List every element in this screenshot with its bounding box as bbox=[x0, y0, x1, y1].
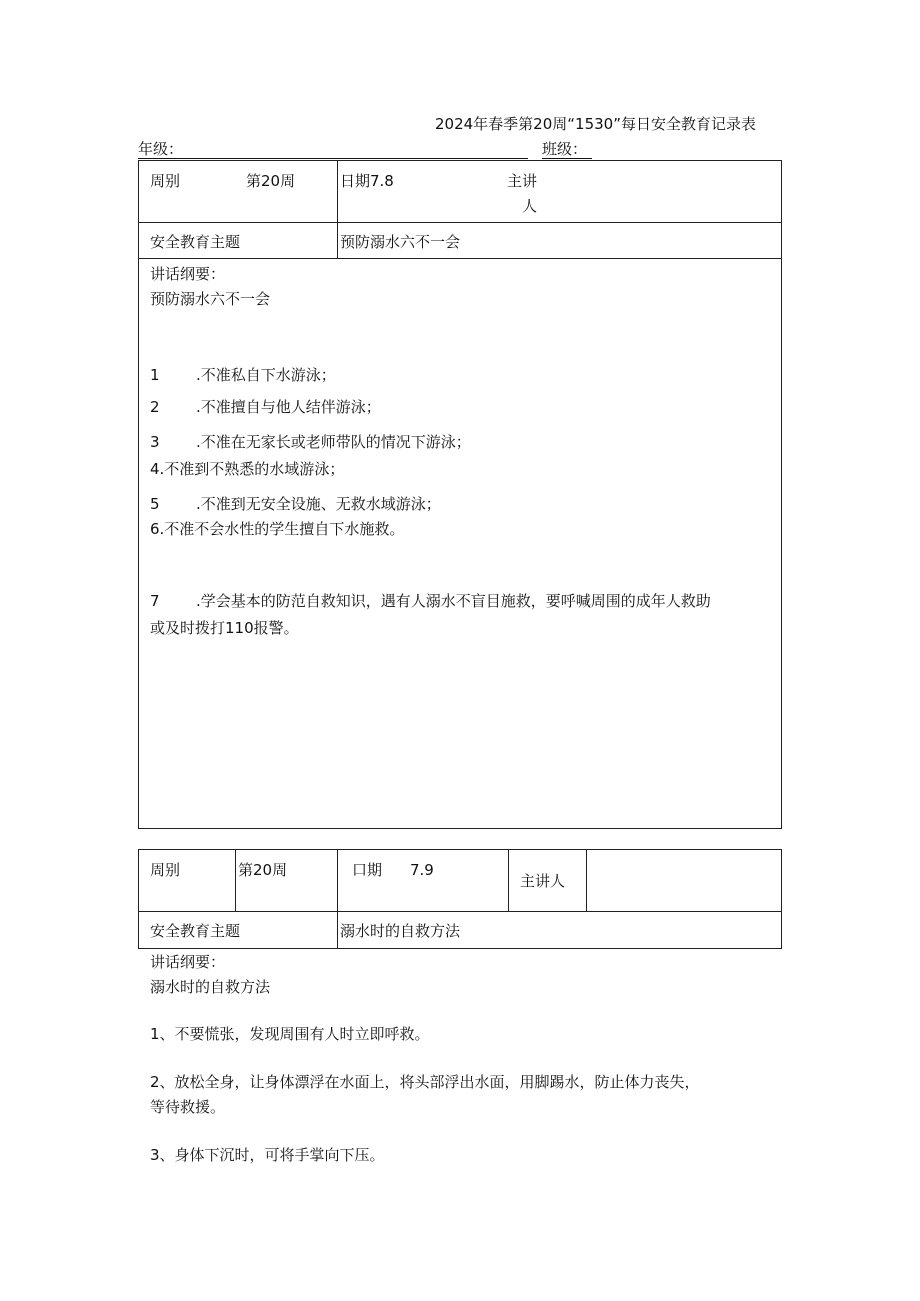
record2-outline-title: 溺水时的自救方法 bbox=[150, 978, 271, 996]
list-item bbox=[150, 398, 381, 416]
list-item bbox=[150, 619, 299, 637]
list-item bbox=[150, 433, 471, 451]
list-item-text: .不准私自下水游泳； bbox=[196, 366, 336, 384]
list-item-text: 4.不准到不熟悉的水域游泳； bbox=[150, 460, 345, 478]
record1-row-divider bbox=[138, 258, 781, 259]
list-item bbox=[150, 592, 711, 610]
list-item: 2、放松全身，让身体漂浮在水面上，将头部浮出水面，用脚踢水，防止体力丧失， bbox=[150, 1073, 700, 1091]
list-item: 等待救援。 bbox=[150, 1098, 226, 1116]
document-title: 2024年春季第20周“1530”每日安全教育记录表 bbox=[435, 115, 756, 133]
record1-topic-label: 安全教育主题 bbox=[150, 233, 241, 251]
list-item bbox=[150, 460, 344, 478]
list-item-text: 6.不准不会水性的学生擅自下水施救。 bbox=[150, 520, 405, 538]
record2-date-value: 7.9 bbox=[410, 861, 434, 879]
list-item-number: 3 bbox=[150, 433, 160, 451]
list-item-number: 1 bbox=[150, 366, 160, 384]
record2-topic-value: 溺水时的自救方法 bbox=[340, 922, 461, 940]
list-item-text: .不准在无家长或老师带队的情况下游泳； bbox=[196, 433, 471, 451]
record1-col-divider bbox=[337, 160, 338, 258]
list-item-number: 5 bbox=[150, 495, 160, 513]
record1-date-label: 日期7.8 bbox=[340, 172, 394, 190]
list-item bbox=[150, 520, 404, 538]
record1-speaker-label: 主讲 bbox=[507, 172, 538, 190]
record2-topic-label: 安全教育主题 bbox=[150, 922, 241, 940]
record1-topic-value: 预防溺水六不一会 bbox=[340, 233, 461, 251]
record2-week-value: 第20周 bbox=[238, 861, 288, 879]
record1-outline-label: 讲话纲要： bbox=[150, 265, 226, 283]
list-item-text: .学会基本的防范自救知识，遇有人溺水不盲目施救，要呼喊周围的成年人救助 bbox=[196, 592, 711, 610]
list-item-text: .不准擅自与他人结伴游泳； bbox=[196, 398, 381, 416]
record2-col-divider bbox=[508, 849, 509, 911]
record2-speaker-label: 主讲人 bbox=[520, 872, 566, 890]
record2-col-divider bbox=[337, 849, 338, 948]
record1-outline-title: 预防溺水六不一会 bbox=[150, 290, 271, 308]
record2-week-label: 周别 bbox=[150, 861, 181, 879]
record1-week-label: 周别 bbox=[150, 172, 181, 190]
record1-speaker-label-cont: 人 bbox=[522, 197, 538, 215]
grade-label: 年级： bbox=[138, 140, 184, 158]
list-item: 1、不要慌张，发现周围有人时立即呼救。 bbox=[150, 1025, 430, 1043]
record2-col-divider bbox=[586, 849, 587, 911]
record1-row-divider bbox=[138, 222, 781, 223]
record2-row-divider bbox=[138, 911, 781, 912]
record2-col-divider bbox=[235, 849, 236, 911]
list-item bbox=[150, 366, 336, 384]
list-item bbox=[150, 495, 441, 513]
record1-week-value: 第20周 bbox=[246, 172, 296, 190]
list-item-number: 2 bbox=[150, 398, 160, 416]
list-item-number: 7 bbox=[150, 592, 160, 610]
list-item: 3、身体下沉时，可将手掌向下压。 bbox=[150, 1146, 385, 1164]
record2-date-label: 口期 bbox=[352, 861, 383, 879]
class-field bbox=[542, 140, 592, 159]
record2-outline-label: 讲话纲要： bbox=[150, 953, 226, 971]
list-item-text: .不准到无安全设施、无救水域游泳； bbox=[196, 495, 441, 513]
list-item-text: 或及时拨打110报警。 bbox=[150, 619, 299, 637]
class-label: 班级： bbox=[542, 140, 588, 158]
grade-field bbox=[138, 140, 528, 159]
